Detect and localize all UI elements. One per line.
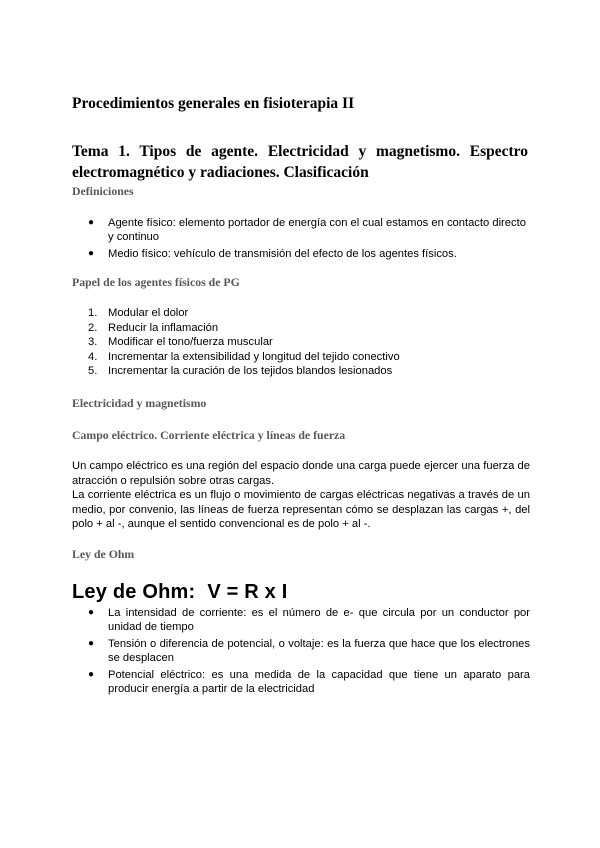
bullet-icon: ● [88,669,95,680]
definiciones-list [72,216,530,261]
bullet-icon: ● [88,248,95,259]
ohm-law-banner [72,580,288,604]
ohm-list [72,606,530,696]
list-item: 5. Incrementar la curación de los tejidos blandos lesionados [88,365,393,378]
ohm-heading: Ley de Ohm [72,547,135,561]
campo-paragraph [72,459,530,532]
list-item: ● Tensión o diferencia de potencial, o voltaje: es la fuerza que hace que los electrones se desplacen [88,638,530,664]
bullet-icon: ● [88,638,95,649]
ohm-banner-label: Ley de Ohm: [72,581,196,603]
paragraph-corriente-electrica: La corriente eléctrica es un flujo o movimiento de cargas eléctricas negativas a través de un medio, por convenio, las líneas de fuerza representan cómo se desplazan las cargas +, del polo + al -, aunque el sentido convencional es de polo + al -. [72,489,530,531]
topic-heading-line-2: electromagnético y radiaciones. Clasificación [72,164,369,181]
campo-heading: Campo eléctrico. Corriente eléctrica y líneas de fuerza [72,428,346,442]
ohm-banner-formula: V = R x I [207,581,288,603]
definiciones-heading: Definiciones [72,184,134,198]
papel-heading: Papel de los agentes físicos de PG [72,275,240,289]
electricidad-heading: Electricidad y magnetismo [72,396,207,410]
list-item: 1. Modular el dolor [88,307,189,319]
list-item: 3. Modificar el tono/fuerza muscular [88,336,273,349]
list-item: 2. Reducir la inflamación [88,321,219,334]
bullet-icon: ● [88,217,95,228]
topic-heading-line-1: Tema 1. Tipos de agente. Electricidad y magnetismo. Espectro [72,143,528,160]
papel-list [72,306,530,379]
list-item: ● Agente físico: elemento portador de energía con el cual estamos en contacto directo y continuo [88,217,526,243]
paragraph-campo-electrico: Un campo eléctrico es una región del espacio donde una carga puede ejercer una fuerza de atracción o repulsión sobre otras cargas. [72,460,530,487]
list-item: 4. Incrementar la extensibilidad y longitud del tejido conectivo [88,350,400,363]
topic-heading [72,141,528,183]
bullet-icon: ● [88,607,95,618]
list-item: ● Medio físico: vehículo de transmisión del efecto de los agentes físicos. [88,248,457,260]
document-title: Procedimientos generales en fisioterapia II [72,95,355,112]
list-item: ● La intensidad de corriente: es el número de e- que circula por un conductor por unidad de tiempo [88,607,530,633]
list-item: ● Potencial eléctrico: es una medida de la capacidad que tiene un aparato para producir energía a partir de la electricidad [88,669,530,695]
